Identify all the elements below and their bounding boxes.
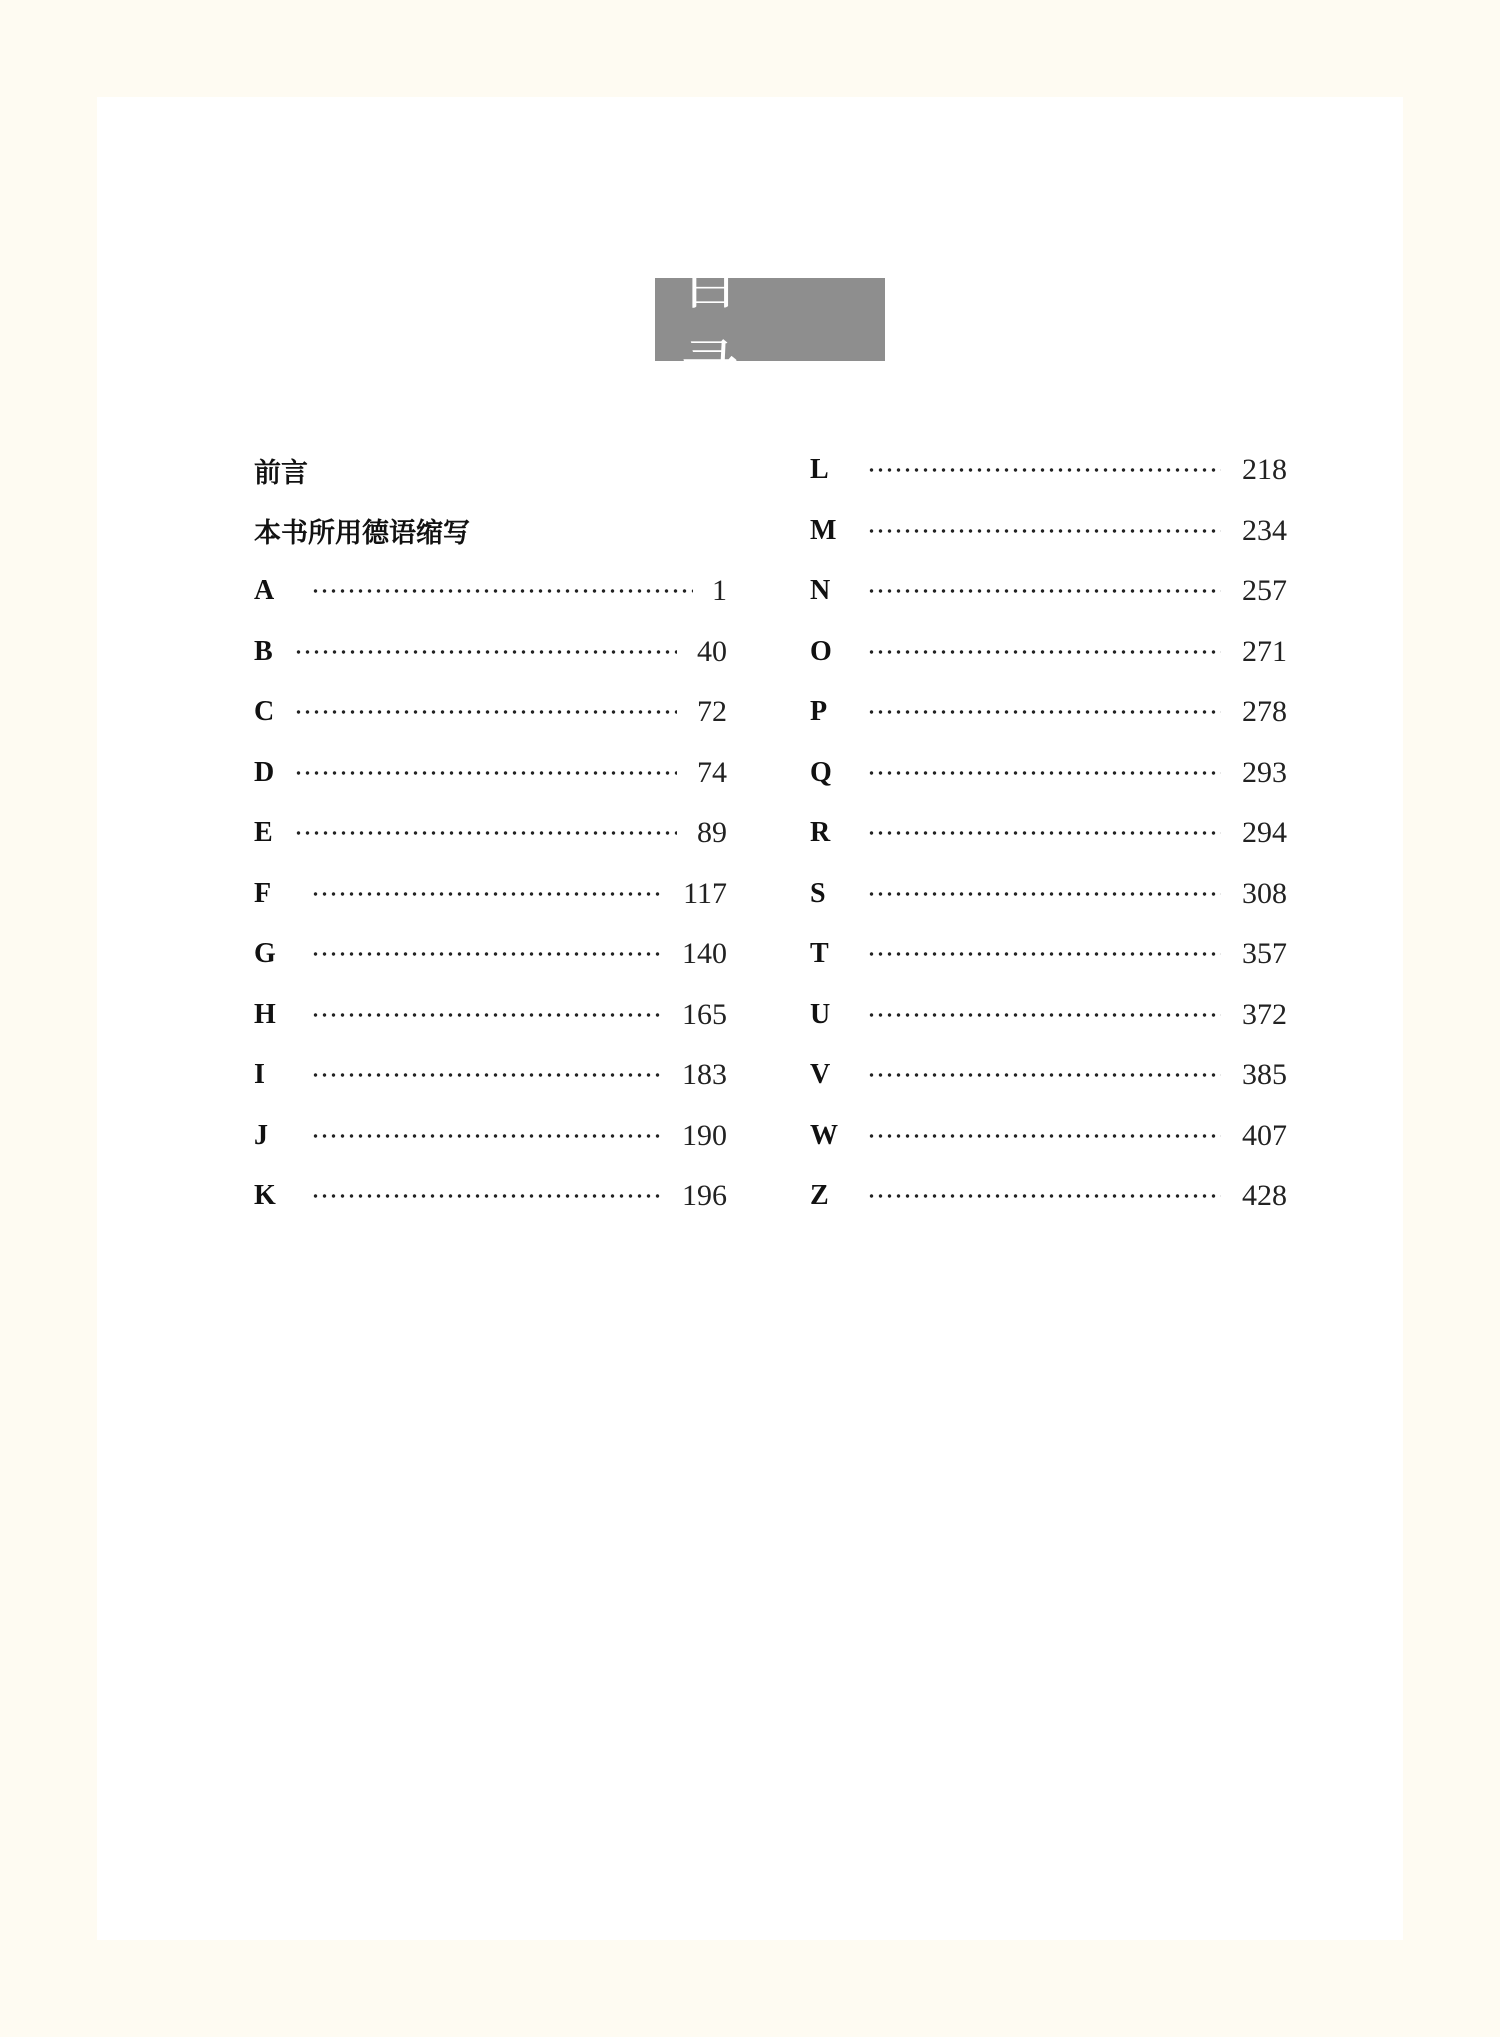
toc-entry-page: 428 (1242, 1179, 1287, 1212)
toc-leader-dots (311, 1194, 661, 1198)
toc-entry[interactable] (810, 561, 1287, 621)
toc-entry-label: U (810, 998, 831, 1030)
toc-leader-dots (867, 710, 1221, 714)
toc-entry[interactable] (254, 864, 727, 924)
toc-leader-dots (867, 1194, 1221, 1198)
toc-entry-page: 257 (1242, 574, 1287, 607)
toc-entry-label: K (254, 1180, 276, 1211)
toc-title: 目 录 (655, 278, 885, 361)
toc-entry[interactable] (810, 1166, 1287, 1226)
toc-entry-label: R (810, 817, 831, 848)
toc-entry-label: J (254, 1119, 268, 1151)
toc-leader-dots (867, 831, 1221, 835)
toc-leader-dots (867, 468, 1221, 472)
toc-entry-page: 72 (697, 695, 727, 728)
toc-entry-page: 89 (697, 816, 727, 849)
toc-leader-dots (867, 771, 1221, 775)
toc-leader-dots (867, 1073, 1221, 1077)
toc-leader-dots (294, 710, 677, 714)
toc-entry[interactable] (254, 985, 727, 1045)
toc-entry-label: C (254, 696, 275, 727)
toc-entry-page: 140 (682, 937, 727, 970)
toc-leader-dots (867, 529, 1221, 533)
toc-entry-page: 190 (682, 1118, 727, 1152)
toc-entry[interactable] (254, 743, 727, 803)
toc-entry[interactable] (254, 622, 727, 682)
toc-entry[interactable] (810, 1045, 1287, 1105)
toc-entry[interactable] (254, 440, 727, 500)
toc-entry-page: 278 (1242, 695, 1287, 728)
toc-entry-label: G (254, 938, 276, 969)
toc-entry-page: 294 (1242, 816, 1287, 849)
toc-entry-page: 357 (1242, 937, 1287, 970)
toc-entry[interactable] (254, 924, 727, 984)
toc-entry-page: 218 (1242, 453, 1287, 486)
toc-entry-page: 1 (712, 574, 727, 607)
toc-leader-dots (867, 589, 1221, 593)
toc-entry[interactable] (810, 501, 1287, 561)
toc-entry-label: P (810, 696, 828, 727)
toc-entry[interactable] (810, 803, 1287, 863)
toc-entry[interactable] (254, 1166, 727, 1226)
document-page (97, 97, 1403, 1940)
toc-entry-label: H (254, 998, 276, 1030)
toc-entry-label: O (810, 635, 832, 667)
toc-leader-dots (867, 1013, 1221, 1017)
toc-leader-dots (294, 771, 677, 775)
toc-leader-dots (867, 952, 1221, 956)
toc-entry-label: V (810, 1059, 831, 1090)
toc-entry-page: 234 (1242, 513, 1287, 547)
toc-entry[interactable] (810, 682, 1287, 742)
toc-leader-dots (311, 1134, 661, 1138)
toc-entry-page: 117 (683, 876, 727, 910)
toc-entry-page: 183 (682, 1058, 727, 1091)
toc-leader-dots (311, 589, 693, 593)
toc-entry-label: Q (810, 756, 832, 788)
toc-entry-page: 407 (1242, 1118, 1287, 1152)
toc-entry-label: L (810, 454, 829, 485)
toc-entry-label: A (254, 575, 275, 606)
toc-leader-dots (294, 831, 677, 835)
toc-entry-page: 40 (697, 634, 727, 668)
toc-entry[interactable] (810, 1106, 1287, 1166)
toc-entry-label: T (810, 938, 829, 969)
toc-leader-dots (294, 650, 677, 654)
toc-entry-label: F (254, 877, 272, 909)
toc-entry[interactable] (254, 1045, 727, 1105)
toc-entry-page: 196 (682, 1179, 727, 1212)
toc-leader-dots (311, 1013, 661, 1017)
toc-entry-page: 293 (1242, 755, 1287, 789)
toc-entry[interactable] (254, 501, 727, 561)
toc-entry[interactable] (810, 864, 1287, 924)
toc-entry-page: 74 (697, 755, 727, 789)
toc-entry[interactable] (810, 440, 1287, 500)
toc-entry[interactable] (254, 1106, 727, 1166)
toc-entry-page: 385 (1242, 1058, 1287, 1091)
toc-entry-label: W (810, 1119, 838, 1151)
toc-leader-dots (311, 1073, 661, 1077)
toc-leader-dots (867, 1134, 1221, 1138)
toc-entry-page: 372 (1242, 997, 1287, 1031)
toc-entry[interactable] (810, 743, 1287, 803)
toc-entry-label: S (810, 877, 826, 909)
toc-entry-label: 本书所用德语缩写 (254, 518, 470, 549)
toc-entry-page: 165 (682, 997, 727, 1031)
toc-leader-dots (311, 952, 661, 956)
toc-entry-page: 308 (1242, 876, 1287, 910)
toc-entry-label: 前言 (254, 457, 308, 489)
toc-entry-label: B (254, 635, 273, 667)
toc-entry-label: M (810, 514, 837, 546)
toc-entry[interactable] (810, 924, 1287, 984)
toc-entry-page: 271 (1242, 634, 1287, 668)
toc-entry-label: E (254, 817, 273, 848)
toc-entry[interactable] (254, 682, 727, 742)
toc-entry-label: N (810, 575, 831, 606)
toc-leader-dots (867, 650, 1221, 654)
toc-entry[interactable] (254, 803, 727, 863)
toc-entry[interactable] (810, 985, 1287, 1045)
toc-leader-dots (311, 892, 661, 896)
toc-leader-dots (867, 892, 1221, 896)
toc-entry[interactable] (254, 561, 727, 621)
toc-entry[interactable] (810, 622, 1287, 682)
toc-entry-label: Z (810, 1180, 829, 1211)
toc-entry-label: I (254, 1059, 265, 1090)
toc-entry-label: D (254, 756, 275, 788)
